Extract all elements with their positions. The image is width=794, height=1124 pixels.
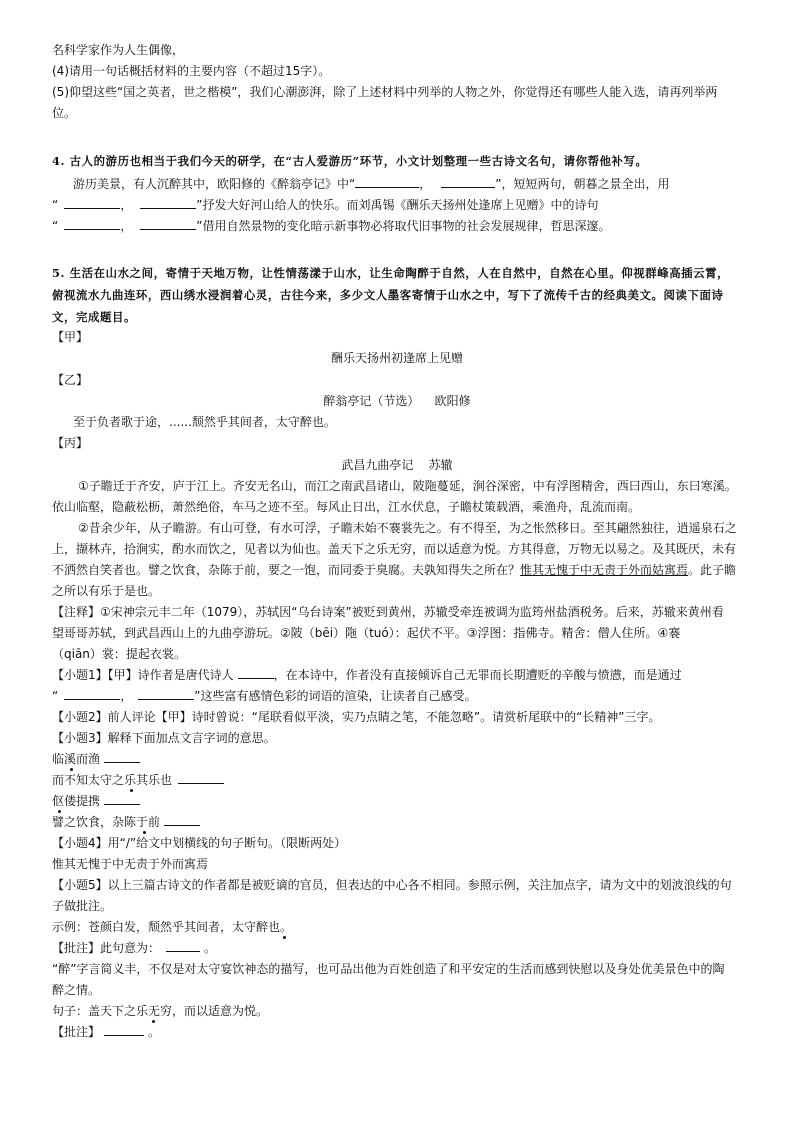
paragraph-2: [52, 562, 752, 579]
underlined-sentence: 惟其无愧于中无责于外而姑寓焉: [520, 563, 689, 577]
text: 临溪而渔: [52, 752, 101, 766]
annotation-line: [52, 940, 752, 957]
text: ”借用自然景物的变化暗示新事物必将取代旧事物的社会发展规律，哲思深邃。: [196, 219, 611, 233]
blank: [164, 814, 200, 826]
text: 。: [148, 1025, 161, 1039]
blank: [441, 176, 495, 188]
annotation-paragraph: “醉”字言简义丰，不仅是对太守宴饮神态的描写，也可品出他为百姓创造了和平安定的生活而感到快慰以及身处优美景色中的陶: [52, 962, 725, 976]
text: 【批注】此句意为：: [52, 941, 161, 955]
text: ，: [120, 219, 133, 233]
text: ，: [120, 689, 133, 703]
annotation-note: （qiān）裳：提起衣裳。: [52, 647, 186, 661]
paragraph-2: 上，撷林卉，拾涧实，酌水而饮之，见者以为仙也。盖天下之乐无穷，而以适意为悦。方其得意，万物无以易之。及其既厌，未有: [52, 542, 737, 556]
section-4-title: 4. 古人的游历也相当于我们今天的研学，在“古人爱游历”环节，小文计划整理一些古诗文名句，请你帮他补写。: [52, 154, 648, 168]
sentence-line: 句子：盖天下之乐无穷，而以适意为悦。: [52, 1004, 269, 1018]
sub-question-2: 【小题2】前人评论【甲】诗时曾说：“尾联看似平淡，实乃点睛之笔，不能忽略”。请赏析尾联中的“长精神”三字。: [52, 710, 661, 724]
text-line: 位。: [52, 106, 77, 120]
word-item: [52, 814, 752, 831]
blank: [104, 1024, 144, 1036]
blank: [355, 176, 419, 188]
text: “: [52, 219, 59, 233]
annotation-note: 【注释】①宋神宗元丰二年（1079），苏轼因“乌台诗案”被贬到黄州，苏辙受牵连被调为监筠州盐酒税务。后来，苏辙来黄州看: [52, 605, 724, 619]
text: 譬之饮食，杂陈于前: [52, 815, 161, 829]
paragraph-1: 依山临壑，隐蔽松枥，萧然绝俗，车马之迹不至。每风止日出，江水伏息，子瞻杖策载酒，乘渔舟，乱流而南。: [52, 500, 641, 514]
paragraph-2: 之所以有乐于是也。: [52, 584, 161, 598]
sub-question-3: 【小题3】解释下面加点文言字词的意思。: [52, 731, 276, 745]
blank: [64, 688, 120, 700]
sub-question-5: 【小题5】以上三篇古诗文的作者都是被贬谪的官员，但表达的中心各不相同。参照示例，关注加点字，请为文中的划波浪线的句: [52, 878, 732, 892]
emphasis-dot: [130, 789, 133, 792]
text: ”这些富有感情色彩的词语的渲染，让读者自己感受。: [194, 689, 477, 703]
text: ，在本诗中，作者没有直接倾诉自己无罪而长期遭贬的辛酸与愤懑，而是通过: [273, 668, 682, 682]
label-bing: 【丙】: [52, 436, 89, 450]
sentence-to-split: 惟其无愧于中无责于外而寓焉: [52, 857, 209, 871]
annotation-note: 望哥哥苏轼，到武昌西山上的九曲亭游玩。②陂（bēi）陁（tuó）：起伏不平。③浮图：指佛寺。精舍：僧人住所。④褰: [52, 626, 681, 640]
blank: [64, 197, 120, 209]
blank: [64, 218, 120, 230]
sub-question-5: 子做批注。: [52, 899, 113, 913]
essay-title: 醉翁亭记（节选） 欧阳修: [323, 394, 471, 408]
blank: [138, 688, 194, 700]
text: 【批注】: [52, 1025, 101, 1039]
annotation-paragraph: 醉之情。: [52, 983, 101, 997]
label-yi: 【乙】: [52, 373, 89, 387]
emphasis-dot: [70, 768, 73, 771]
text: ”，短短两句，朝暮之景全出，用: [495, 177, 670, 191]
word-item: [52, 793, 752, 810]
text: ，: [419, 177, 432, 191]
poem-title: 酬乐天扬州初逢席上见赠: [330, 351, 463, 365]
text: “: [52, 689, 59, 703]
blank: [178, 772, 224, 784]
emphasis-dot: [143, 831, 146, 834]
text: ”抒发大好河山给人的快乐。而刘禹锡《酬乐天扬州处逢席上见赠》中的诗句: [196, 198, 599, 212]
sub-question-1: [52, 688, 752, 705]
fill-line-3: [52, 218, 752, 235]
section-5-intro: 俯视流水九曲连环，西山绣水浸润着心灵，古往今来，多少文人墨客寄情于山水之中，写下了流传千古的经典美文。阅读下面诗: [52, 288, 724, 302]
question-4-prev: (4)请用一句话概括材料的主要内容（不超过15字）。: [52, 64, 331, 78]
emphasis-dot: [152, 1020, 155, 1023]
section-5-intro: 5. 生活在山水之间，寄情于天地万物，让性情荡漾于山水，让生命陶醉于自然，人在自然中，自然在心里。仰视群峰高插云霄，: [52, 266, 730, 280]
text: 。: [204, 941, 217, 955]
text: ，: [120, 198, 133, 212]
blank: [166, 940, 200, 952]
blank: [104, 793, 140, 805]
sub-question-1: [52, 667, 752, 684]
paragraph-1: ①子瞻迁于齐安，庐于江上。齐安无名山，而江之南武昌诸山，陂陁蔓延，涧谷深密，中有浮图精舍，西曰西山，东曰寒溪。: [78, 479, 737, 493]
text: 游历美景，有人沉醉其中，欧阳修的《醉翁亭记》中“: [73, 177, 356, 191]
section-5-intro: 文，完成题目。: [52, 310, 136, 324]
example-line: 示例：苍颜白发，颓然乎其间者，太守醉也。: [52, 920, 293, 934]
excerpt-text: 至于负者歌于途，......颓然乎其间者，太守醉也。: [73, 415, 336, 429]
blank: [140, 218, 196, 230]
blank: [140, 197, 196, 209]
question-5-prev: (5)仰望这些“国之英者，世之楷模”，我们心潮澎湃，除了上述材料中列举的人物之外，你觉得还有哪些人能入选，请再列举两: [52, 85, 718, 99]
text-line: 名科学家作为人生偶像，: [52, 43, 185, 57]
text: 伛偻提携: [52, 794, 101, 808]
blank: [104, 751, 140, 763]
essay-title: 武昌九曲亭记 苏辙: [341, 458, 453, 472]
fill-line-2: [52, 197, 752, 214]
emphasis-dot: [283, 936, 286, 939]
text: 【小题1】【甲】诗作者是唐代诗人: [52, 668, 234, 682]
fill-line-1: [73, 176, 773, 193]
label-jia: 【甲】: [52, 330, 89, 344]
text: 。此子瞻: [688, 563, 737, 577]
emphasis-dot: [58, 810, 61, 813]
word-item: [52, 751, 752, 768]
text: “: [52, 198, 59, 212]
word-item: [52, 772, 752, 789]
sub-question-4: 【小题4】用“/”给文中划横线的句子断句。（限断两处）: [52, 836, 347, 850]
text: 不洒然自笑者也。譬之饮食，杂陈于前，要之一饱，而同委于臭腐。夫孰知得失之所在？: [52, 563, 521, 577]
annotation-line: [52, 1024, 752, 1041]
paragraph-2: ②昔余少年，从子瞻游。有山可登，有水可浮，子瞻未始不褰裳先之。有不得至，为之怅然移日。至其翩然独往，逍遥泉石之: [78, 521, 737, 535]
text: 而不知太守之乐其乐也: [52, 773, 173, 787]
blank: [238, 667, 274, 679]
